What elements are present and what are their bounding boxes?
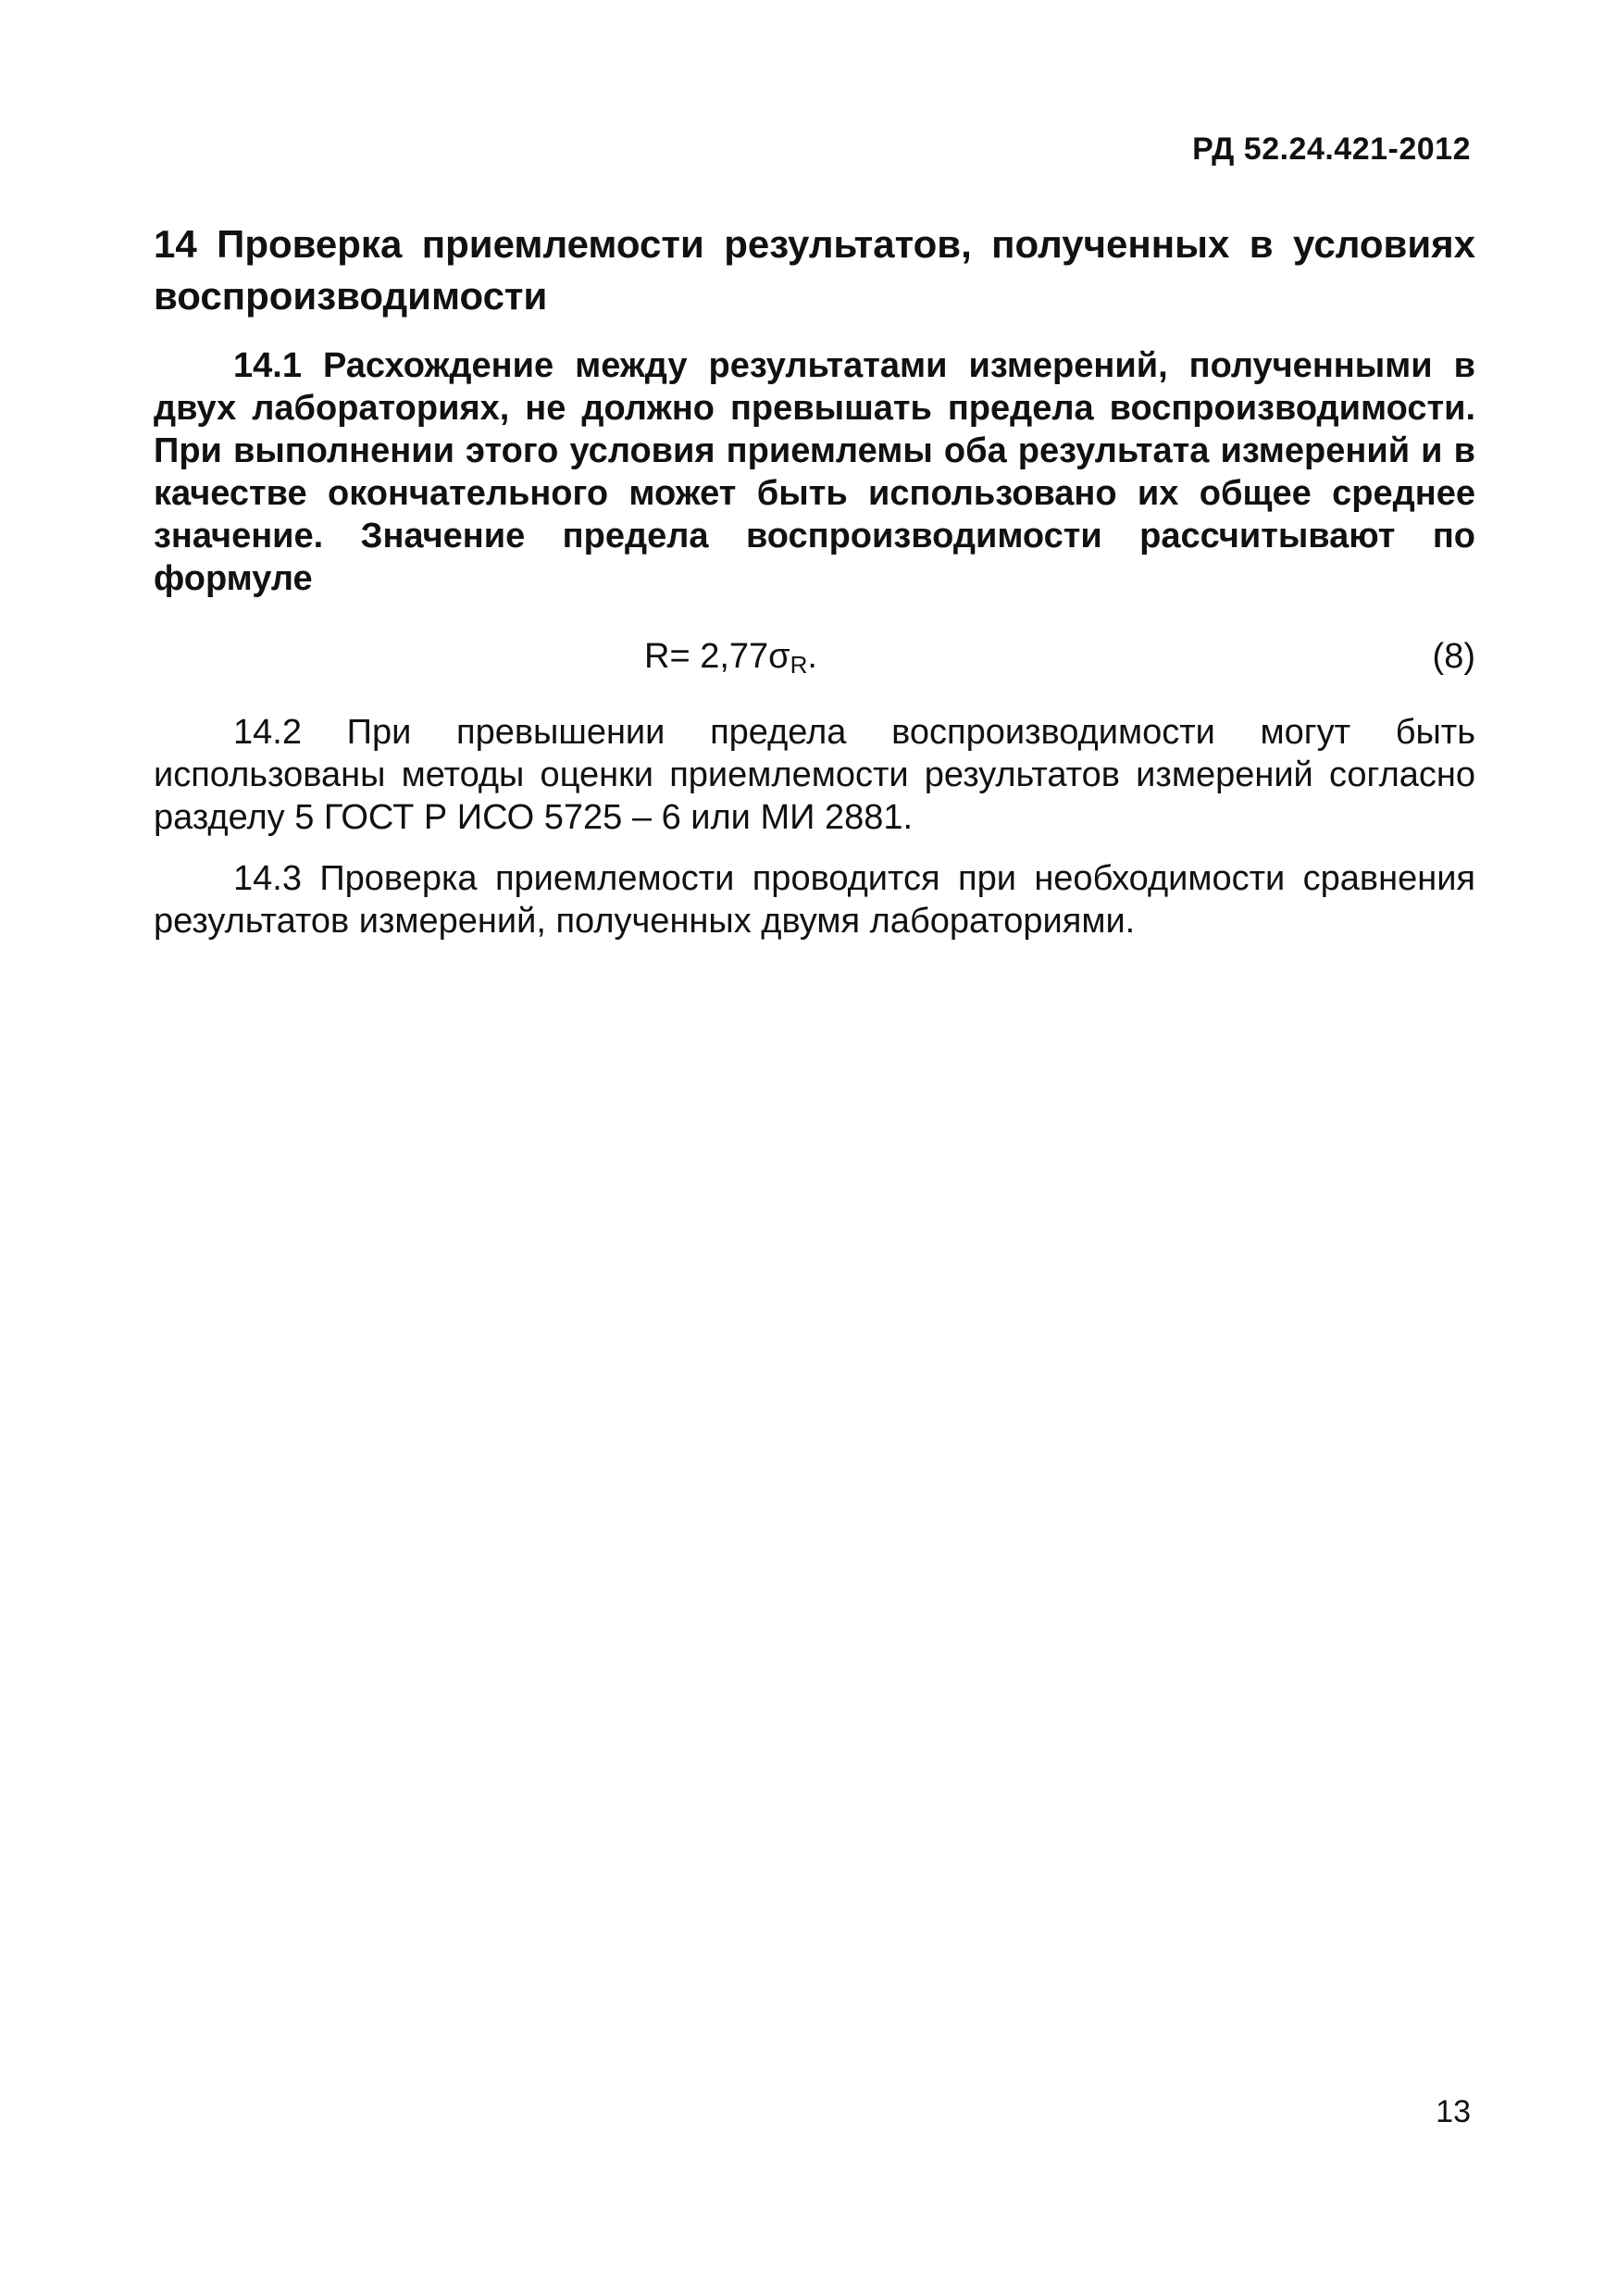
formula-suffix: .	[807, 637, 817, 676]
section-title: 14 Проверка приемлемости результатов, полученных в условиях воспроизводимости	[154, 222, 1475, 318]
formula-row	[154, 637, 1475, 683]
paragraph-14-1: 14.1 Расхождение между результатами измерений, полученными в двух лабораториях, не должно превышать предела воспроизводимости. При выполнении этого условия приемлемы оба результата измерений и в качестве окончательного может быть использовано их общее среднее значение. Значение предела воспроизводимости рассчитывают по формуле	[154, 346, 1475, 598]
page-number: 13	[1436, 2094, 1471, 2129]
paragraph-14-2: 14.2 При превышении предела воспроизводимости могут быть использованы методы оценки приемлемости результатов измерений согласно разделу 5 ГОСТ Р ИСО 5725 – 6 или МИ 2881.	[154, 713, 1475, 837]
formula-expression: R= 2,77σ	[644, 637, 790, 676]
document-code: РД 52.24.421-2012	[1192, 131, 1471, 167]
equation-number: (8)	[1432, 637, 1475, 676]
formula-subscript: R	[790, 651, 808, 679]
formula	[644, 637, 817, 680]
paragraph-14-3: 14.3 Проверка приемлемости проводится при необходимости сравнения результатов измерений, полученных двумя лабораториями.	[154, 859, 1475, 941]
